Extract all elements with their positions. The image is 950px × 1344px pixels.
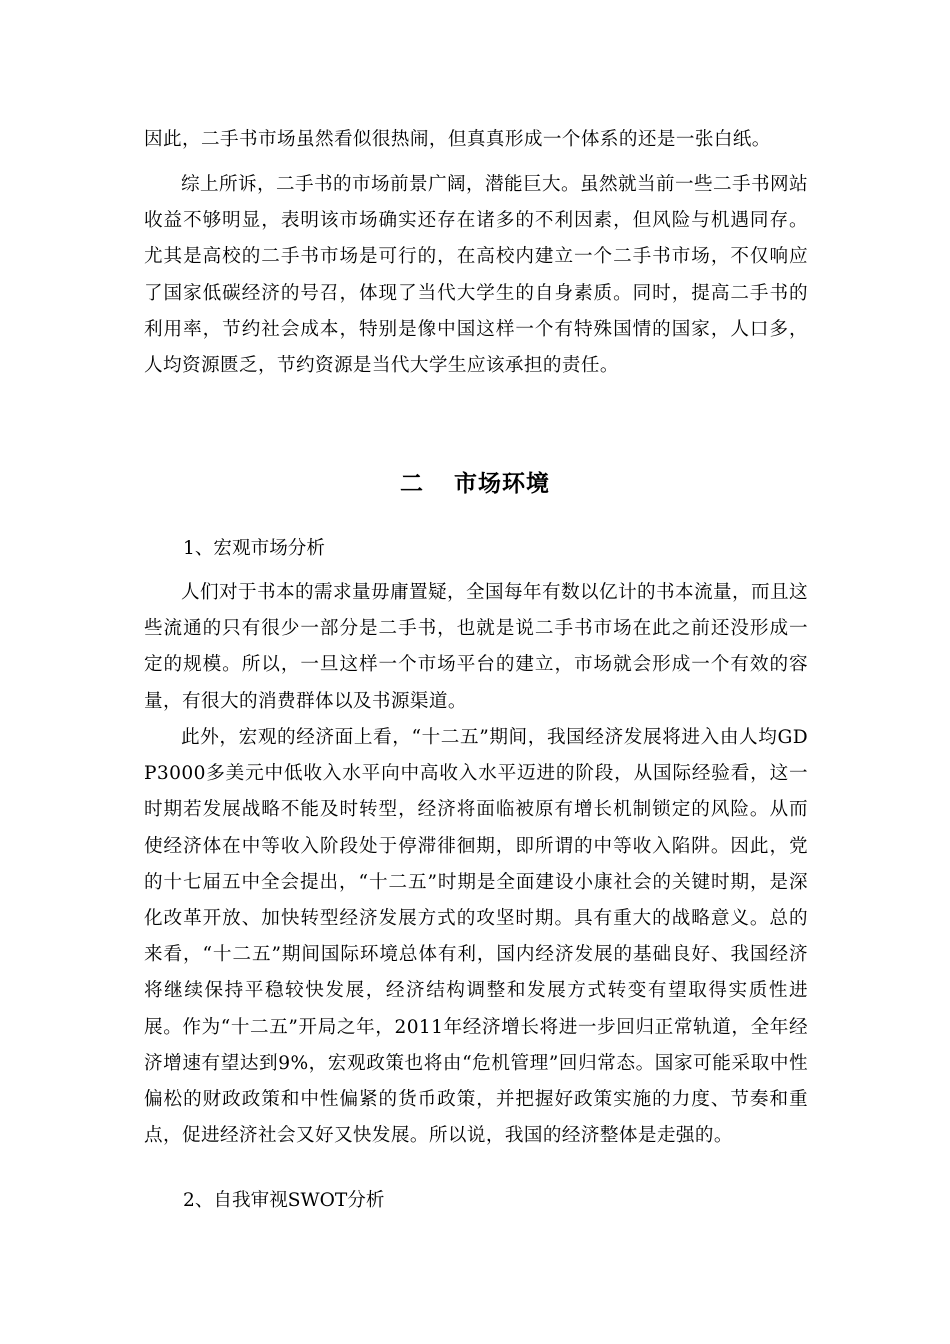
subsection-heading-macro-market: 1、宏观市场分析 (183, 538, 325, 559)
section-title: 市场环境 (454, 471, 550, 497)
section-number: 二 (400, 471, 424, 497)
paragraph-summary-prospects: 综上所诉，二手书的市场前景广阔，潜能巨大。虽然就当前一些二手书网站收益不够明显，表明该市场确实还存在诸多的不利因素，但风险与机遇同存。尤其是高校的二手书市场是可行的，在高校内建立一个二手书市场，不仅响应了国家低碳经济的号召，体现了当代大学生的自身素质。同时，提高二手书的利用率，节约社会成本，特别是像中国这样一个有特殊国情的国家，人口多，人均资源匮乏，节约资源是当代大学生应该承担的责任。 (144, 174, 808, 377)
section-heading (0, 465, 950, 498)
subsection-heading-swot: 2、自我审视SWOT分析 (183, 1190, 385, 1211)
paragraph-macro-economy: 此外，宏观的经济面上看，“十二五”期间，我国经济发展将进入由人均GDP3000多美元中低收入水平向中高收入水平迈进的阶段，从国际经验看，这一时期若发展战略不能及时转型，经济将面临被原有增长机制锁定的风险。从而使经济体在中等收入阶段处于停滞徘徊期，即所谓的中等收入陷阱。因此，党的十七届五中全会提出，“十二五”时期是全面建设小康社会的关键时期，是深化改革开放、加快转型经济发展方式的攻坚时期。具有重大的战略意义。总的来看，“十二五”期间国际环境总体有利，国内经济发展的基础良好、我国经济将继续保持平稳较快发展，经济结构调整和发展方式转变有望取得实质性进展。作为“十二五”开局之年，2011年经济增长将进一步回归正常轨道，全年经济增速有望达到9%，宏观政策也将由“危机管理”回归常态。国家可能采取中性偏松的财政政策和中性偏紧的货币政策，并把握好政策实施的力度、节奏和重点，促进经济社会又好又快发展。所以说，我国的经济整体是走强的。 (144, 727, 808, 1147)
paragraph-book-demand: 人们对于书本的需求量毋庸置疑，全国每年有数以亿计的书本流量，而且这些流通的只有很少一部分是二手书，也就是说二手书市场在此之前还没形成一定的规模。所以，一旦这样一个市场平台的建立，市场就会形成一个有效的容量，有很大的消费群体以及书源渠道。 (144, 582, 808, 712)
paragraph-conclusion-white-paper: 因此，二手书市场虽然看似很热闹，但真真形成一个体系的还是一张白纸。 (144, 129, 771, 150)
